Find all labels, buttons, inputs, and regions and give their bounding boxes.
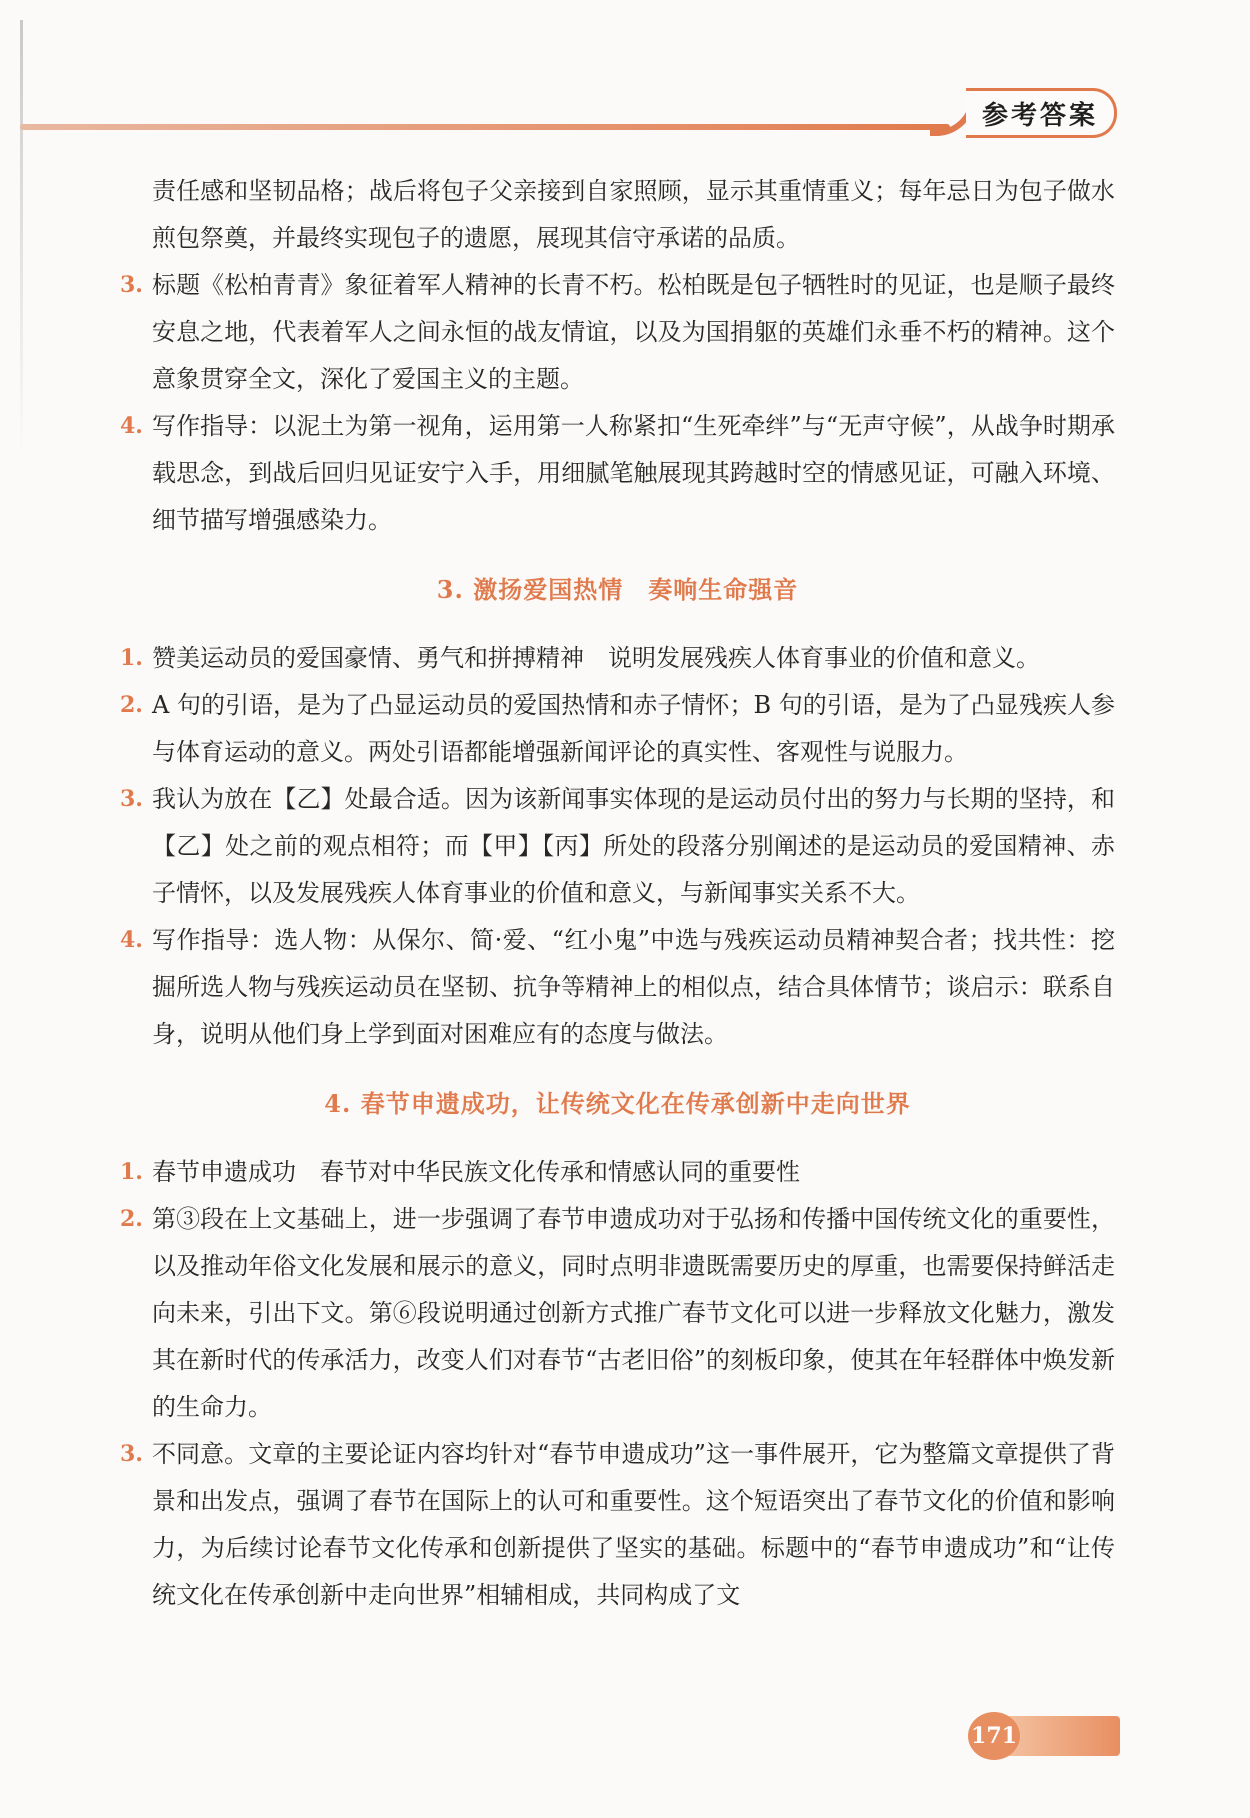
answer-item <box>120 403 1115 544</box>
item-number: 1. <box>120 645 143 671</box>
answer-item <box>120 1196 1115 1431</box>
item-number: 3. <box>120 786 143 812</box>
answer-item <box>120 776 1115 917</box>
item-text: A 句的引语，是为了凸显运动员的爱国热情和赤子情怀；B 句的引语，是为了凸显残疾人参与体育运动的意义。两处引语都能增强新闻评论的真实性、客观性与说服力。 <box>152 691 1115 766</box>
answer-item <box>120 635 1115 682</box>
section-title: 4. 春节申遗成功，让传统文化在传承创新中走向世界 <box>324 1089 911 1118</box>
item-number: 2. <box>120 1206 143 1232</box>
item-number: 3. <box>120 1441 143 1467</box>
item-text: 写作指导：以泥土为第一视角，运用第一人称紧扣“生死牵绊”与“无声守候”，从战争时期承载思念，到战后回归见证安宁入手，用细腻笔触展现其跨越时空的情感见证，可融入环境、细节描写增强感染力。 <box>152 412 1115 534</box>
header-badge: 参考答案 <box>966 88 1117 138</box>
item-number: 1. <box>120 1159 143 1185</box>
item-number: 2. <box>120 692 143 718</box>
page-number: 171 <box>968 1712 1020 1760</box>
answer-item <box>120 682 1115 776</box>
answer-item <box>120 1149 1115 1196</box>
item-number: 4. <box>120 413 143 439</box>
item-number: 3. <box>120 272 143 298</box>
page-edge <box>20 20 23 460</box>
answer-item <box>120 917 1115 1058</box>
answer-content <box>120 168 1115 1619</box>
item-number: 4. <box>120 927 143 953</box>
item-text: 我认为放在【乙】处最合适。因为该新闻事实体现的是运动员付出的努力与长期的坚持，和【乙】处之前的观点相符；而【甲】【丙】所处的段落分别阐述的是运动员的爱国精神、赤子情怀，以及发展残疾人体育事业的价值和意义，与新闻事实关系不大。 <box>152 785 1115 907</box>
item-text: 不同意。文章的主要论证内容均针对“春节申遗成功”这一事件展开，它为整篇文章提供了背景和出发点，强调了春节在国际上的认可和重要性。这个短语突出了春节文化的价值和影响力，为后续讨论春节文化传承和创新提供了坚实的基础。标题中的“春节申遗成功”和“让传统文化在传承创新中走向世界”相辅相成，共同构成了文 <box>152 1440 1115 1609</box>
continuation-paragraph: 责任感和坚韧品格；战后将包子父亲接到自家照顾，显示其重情重义；每年忌日为包子做水煎包祭奠，并最终实现包子的遗愿，展现其信守承诺的品质。 <box>152 177 1115 252</box>
item-text: 第③段在上文基础上，进一步强调了春节申遗成功对于弘扬和传播中国传统文化的重要性，以及推动年俗文化发展和展示的意义，同时点明非遗既需要历史的厚重，也需要保持鲜活走向未来，引出下文。第⑥段说明通过创新方式推广春节文化可以进一步释放文化魅力，激发其在新时代的传承活力，改变人们对春节“古老旧俗”的刻板印象，使其在年轻群体中焕发新的生命力。 <box>152 1205 1115 1421</box>
answer-item <box>120 262 1115 403</box>
item-text: 写作指导：选人物：从保尔、简·爱、“红小鬼”中选与残疾运动员精神契合者；找共性：挖掘所选人物与残疾运动员在坚韧、抗争等精神上的相似点，结合具体情节；谈启示：联系自身，说明从他们身上学到面对困难应有的态度与做法。 <box>152 926 1115 1048</box>
answer-item <box>120 1431 1115 1619</box>
item-text: 标题《松柏青青》象征着军人精神的长青不朽。松柏既是包子牺牲时的见证，也是顺子最终安息之地，代表着军人之间永恒的战友情谊，以及为国捐躯的英雄们永垂不朽的精神。这个意象贯穿全文，深化了爱国主义的主题。 <box>152 271 1115 393</box>
item-text: 春节申遗成功 春节对中华民族文化传承和情感认同的重要性 <box>152 1158 800 1186</box>
item-text: 赞美运动员的爱国豪情、勇气和拼搏精神 说明发展残疾人体育事业的价值和意义。 <box>152 644 1040 672</box>
section-title: 3. 激扬爱国热情 奏响生命强音 <box>436 575 799 604</box>
header-rule <box>20 124 950 130</box>
